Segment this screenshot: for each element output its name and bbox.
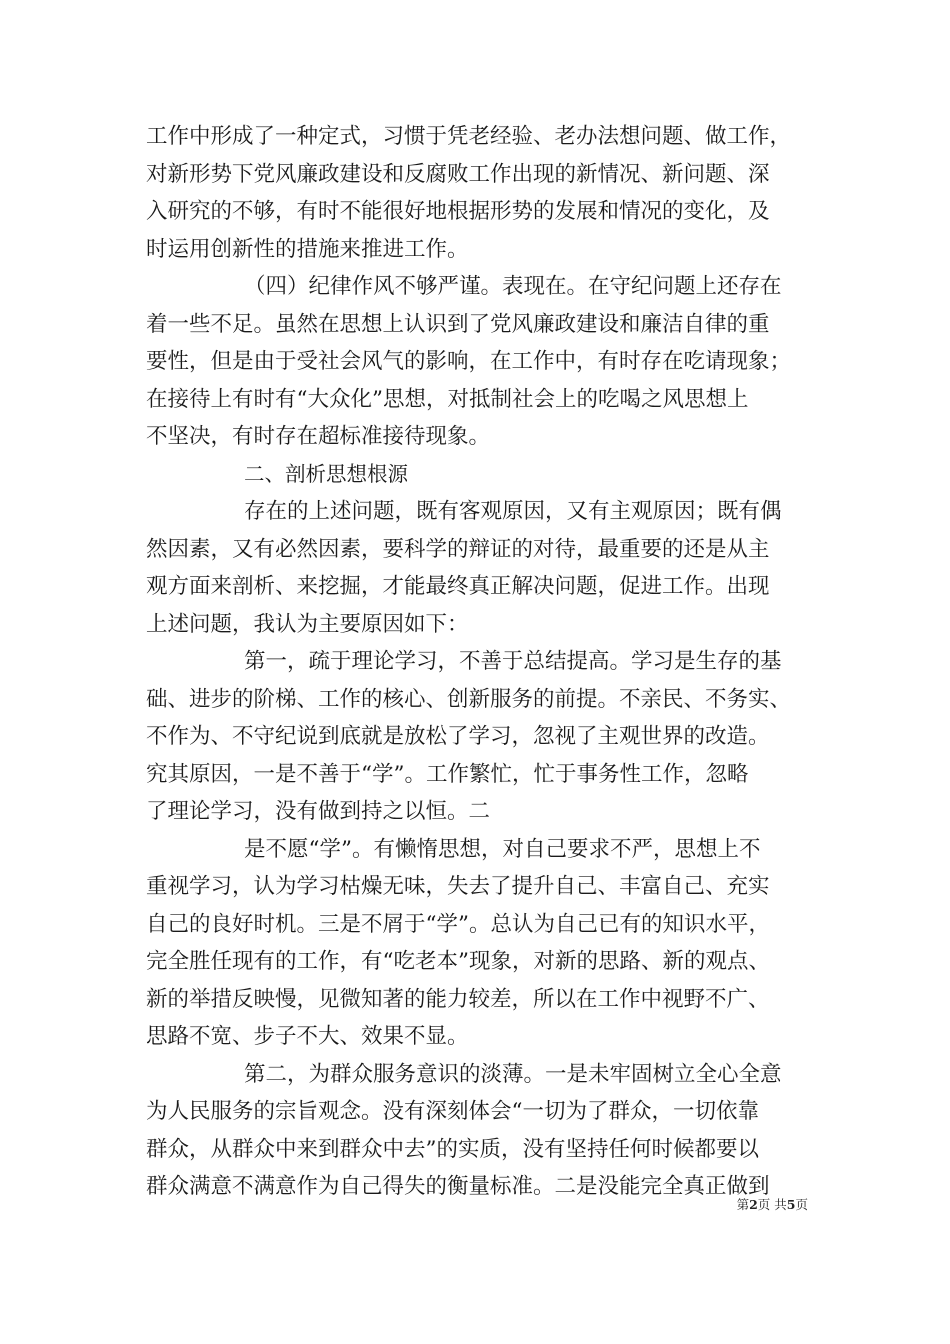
section-heading: 二、剖析思想根源 <box>244 461 408 486</box>
text-line: 上述问题，我认为主要原因如下： <box>146 611 469 637</box>
text-line: 在接待上有时有“大众化”思想，对抵制社会上的吃喝之风思想上 <box>146 386 749 412</box>
text-line: 不作为、不守纪说到底就是放松了学习，忽视了主观世界的改造。 <box>146 724 770 749</box>
text-line: 础、进步的阶梯、工作的核心、创新服务的前提。不亲民、不务实、 <box>146 686 792 712</box>
footer-suffix: 页 <box>795 1197 808 1212</box>
text-line: 时运用创新性的措施来推进工作。 <box>146 236 469 262</box>
text-line: 对新形势下党风廉政建设和反腐败工作出现的新情况、新问题、深 <box>146 161 770 187</box>
page-number-footer <box>690 1196 808 1214</box>
paragraph-start-line: 第一，疏于理论学习，不善于总结提高。学习是生存的基 <box>244 649 782 674</box>
footer-middle: 页 共 <box>757 1197 787 1212</box>
text-line: 着一些不足。虽然在思想上认识到了党风廉政建设和廉洁自律的重 <box>146 311 770 337</box>
text-line: 了理论学习，没有做到持之以恒。二 <box>146 799 491 824</box>
text-line: 不坚决，有时存在超标准接待现象。 <box>146 424 491 449</box>
text-line: 要性，但是由于受社会风气的影响，在工作中，有时存在吃请现象； <box>146 349 792 374</box>
text-line: 自己的良好时机。三是不屑于“学”。总认为自己已有的知识水平， <box>146 911 770 937</box>
text-line: 重视学习，认为学习枯燥无味，失去了提升自己、丰富自己、充实 <box>146 874 770 899</box>
paragraph-start-line: 第二，为群众服务意识的淡薄。一是未牢固树立全心全意 <box>244 1061 782 1087</box>
total-pages-number: 5 <box>786 1197 796 1212</box>
paragraph-start-line: 存在的上述问题，既有客观原因，又有主观原因；既有偶 <box>244 499 782 524</box>
footer-prefix: 第 <box>736 1197 750 1212</box>
text-line: 思路不宽、步子不大、效果不显。 <box>146 1024 469 1049</box>
text-line: 入研究的不够，有时不能很好地根据形势的发展和情况的变化，及 <box>146 199 770 224</box>
text-line: 为人民服务的宗旨观念。没有深刻体会“一切为了群众，一切依靠 <box>146 1099 759 1124</box>
text-line: 究其原因，一是不善于“学”。工作繁忙，忙于事务性工作，忽略 <box>146 761 749 787</box>
text-line: 群众，从群众中来到群众中去”的实质，没有坚持任何时候都要以 <box>146 1136 759 1162</box>
paragraph-start-line: 是不愿“学”。有懒惰思想，对自己要求不严，思想上不 <box>244 836 761 862</box>
paragraph-start-line: （四）纪律作风不够严谨。表现在。在守纪问题上还存在 <box>244 274 782 299</box>
current-page-number: 2 <box>749 1197 758 1212</box>
text-line: 完全胜任现有的工作，有“吃老本”现象，对新的思路、新的观点、 <box>146 949 770 974</box>
document-body <box>146 118 806 1206</box>
text-line: 工作中形成了一种定式，习惯于凭老经验、老办法想问题、做工作， <box>146 124 792 149</box>
text-line: 然因素，又有必然因素，要科学的辩证的对待，最重要的还是从主 <box>146 536 770 562</box>
text-line: 群众满意不满意作为自己得失的衡量标准。二是没能完全真正做到 <box>146 1174 770 1199</box>
text-line: 观方面来剖析、来挖掘，才能最终真正解决问题，促进工作。出现 <box>146 574 770 599</box>
text-line: 新的举措反映慢，见微知著的能力较差，所以在工作中视野不广、 <box>146 986 770 1012</box>
